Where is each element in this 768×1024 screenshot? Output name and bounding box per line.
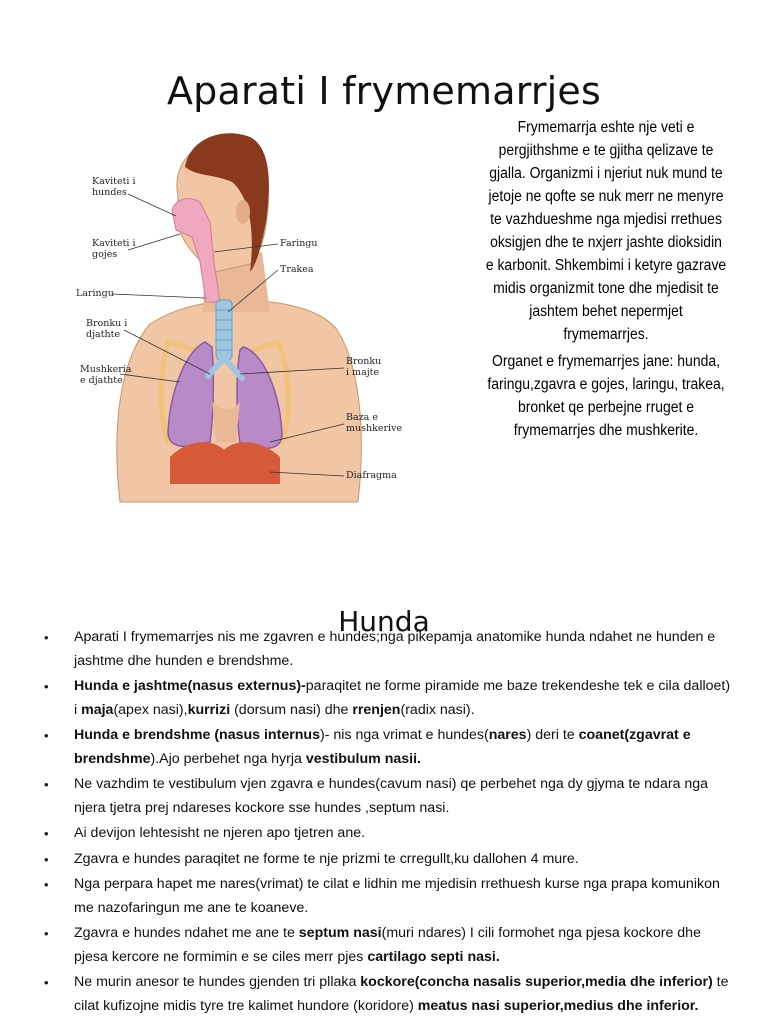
slide-title: Aparati I frymemarrjes — [166, 69, 602, 114]
bullet-dot: • — [44, 826, 49, 841]
bullet-bold-text: meatus nasi superior,medius dhe inferior. — [417, 997, 699, 1014]
bullet-text: Ne vazhdim te vestibulum vjen zgavra e hundes(cavum nasi) qe perbehet nga dy gjyma te ndara nga njera tjetra prej ndareses kockore sse hundes ,septum nasi. — [74, 776, 709, 816]
bullet-dot: • — [44, 777, 49, 792]
bullet-bold-text: kurrizi — [187, 701, 231, 718]
label-mushkeria-djathte: Mushkeria e djathte — [80, 364, 132, 386]
bullet-item — [44, 848, 734, 872]
bullet-item — [44, 626, 734, 673]
bullet-dot: • — [44, 926, 49, 941]
bullet-text: (muri ndares) I cili formohet nga pjesa kockore dhe pjesa kercore ne formimin e se ciles merr pjes — [74, 925, 701, 965]
label-laringu: Laringu — [76, 288, 114, 299]
bullet-text: Aparati I frymemarrjes nis me zgavren e hundes;nga pikepamja anatomike hunda ndahet ne hunden e jashtme dhe hunden e brendshme. — [74, 629, 716, 669]
ear-shape — [236, 200, 250, 224]
bullet-bold-text: nares — [488, 727, 527, 743]
label-trakea: Trakea — [280, 264, 314, 275]
label-baza-mushkerive: Baza e mushkerive — [346, 412, 403, 434]
bullet-text: (dorsum nasi) dhe — [230, 701, 353, 718]
bullet-dot: • — [44, 877, 49, 892]
bullet-text: )- nis nga vrimat e hundes( — [319, 727, 489, 743]
bullet-text: (radix nasi). — [400, 701, 475, 718]
bullet-dot: • — [44, 975, 49, 990]
label-bronku-majte: Bronku i majte — [346, 356, 382, 378]
slide-hunda — [0, 560, 768, 1024]
bullet-bold-text: maja — [81, 701, 114, 718]
bullet-item — [44, 873, 734, 920]
bullet-item — [44, 675, 734, 722]
bullet-item — [44, 971, 734, 1018]
label-kaviteti-hundes: Kaviteti i hundes — [92, 176, 136, 198]
bullet-text: paraqitet ne forme piramide me baze trekendeshe tek e cila dalloet) i — [74, 678, 731, 718]
bullet-item — [44, 822, 734, 846]
bullet-bold-text: cartilago septi nasi. — [367, 948, 500, 965]
bullet-text: Zgavra e hundes paraqitet ne forme te nje prizmi te crregullt,ku dallohen 4 mure. — [74, 850, 579, 867]
bullet-bold-text: septum nasi — [298, 925, 382, 941]
label-kaviteti-gojes: Kaviteti i gojes — [92, 238, 136, 260]
bullet-text: (apex nasi), — [113, 701, 188, 718]
respiratory-anatomy-diagram — [0, 112, 470, 532]
bullet-text: Zgavra e hundes ndahet me ane te — [74, 925, 299, 941]
bullet-bold-text: rrenjen — [352, 701, 401, 718]
slide-title: Hunda — [338, 605, 430, 639]
bullet-dot: • — [44, 679, 49, 694]
bullet-text: ).Ajo perbehet nga hyrja — [150, 750, 306, 767]
bullet-item — [44, 773, 734, 820]
bullet-bold-text: coanet(zgavrat e brendshme — [74, 727, 691, 767]
label-faringu: Faringu — [280, 238, 318, 249]
bullet-dot: • — [44, 630, 49, 645]
bullet-text: te cilat kufizojne midis tyre tre kalimet hundore (koridore) — [74, 974, 729, 1014]
intro-paragraph: Frymemarrja eshte nje veti e pergjithshme e te gjitha qelizave te gjalla. Organizmi i njeriut nuk mund te jetoje ne qofte se nuk merr ne menyre te vazhdueshme nga mjedisi rrethues oksigjen dhe te nxjerr jashte dioksidin e karbonit. Shkembimi i ketyre gazrave midis organizmit tone dhe mjedisit te jashtem behet nepermjet frymemarrjes. — [485, 119, 727, 343]
bullet-text: Ai devijon lehtesisht ne njeren apo tjetren ane. — [74, 825, 366, 841]
label-diafragma: Diafragma — [346, 470, 397, 481]
bullet-dot: • — [44, 728, 49, 743]
bullet-list — [44, 626, 734, 1020]
bullet-bold-text: kockore(concha nasalis superior,media dhe inferior) — [360, 974, 713, 990]
bullet-bold-text: vestibulum nasii. — [305, 750, 421, 767]
intro-paragraph: Organet e frymemarrjes jane: hunda, faringu,zgavra e gojes, laringu, trakea, bronket qe perbejne rruget e frymemarrjes dhe mushkerite. — [487, 353, 725, 439]
intro-text — [485, 116, 726, 446]
bullet-bold-text: Hunda e jashtme(nasus externus)- — [74, 678, 306, 694]
bullet-item — [44, 922, 734, 969]
bullet-item — [44, 724, 734, 771]
bullet-text: Ne murin anesor te hundes gjenden tri pllaka — [74, 974, 361, 990]
label-bronku-djathte: Bronku i djathte — [86, 318, 128, 340]
anatomy-illustration — [0, 112, 470, 532]
bullet-text: ) deri te — [526, 727, 579, 743]
bullet-bold-text: Hunda e brendshme (nasus internus — [74, 727, 320, 743]
bullet-dot: • — [44, 851, 49, 867]
bullet-text: Nga perpara hapet me nares(vrimat) te cilat e lidhin me mjedisin rrethuesh kurse nga prapa komunikon me nazofaringun me ane te koaneve. — [74, 876, 720, 916]
